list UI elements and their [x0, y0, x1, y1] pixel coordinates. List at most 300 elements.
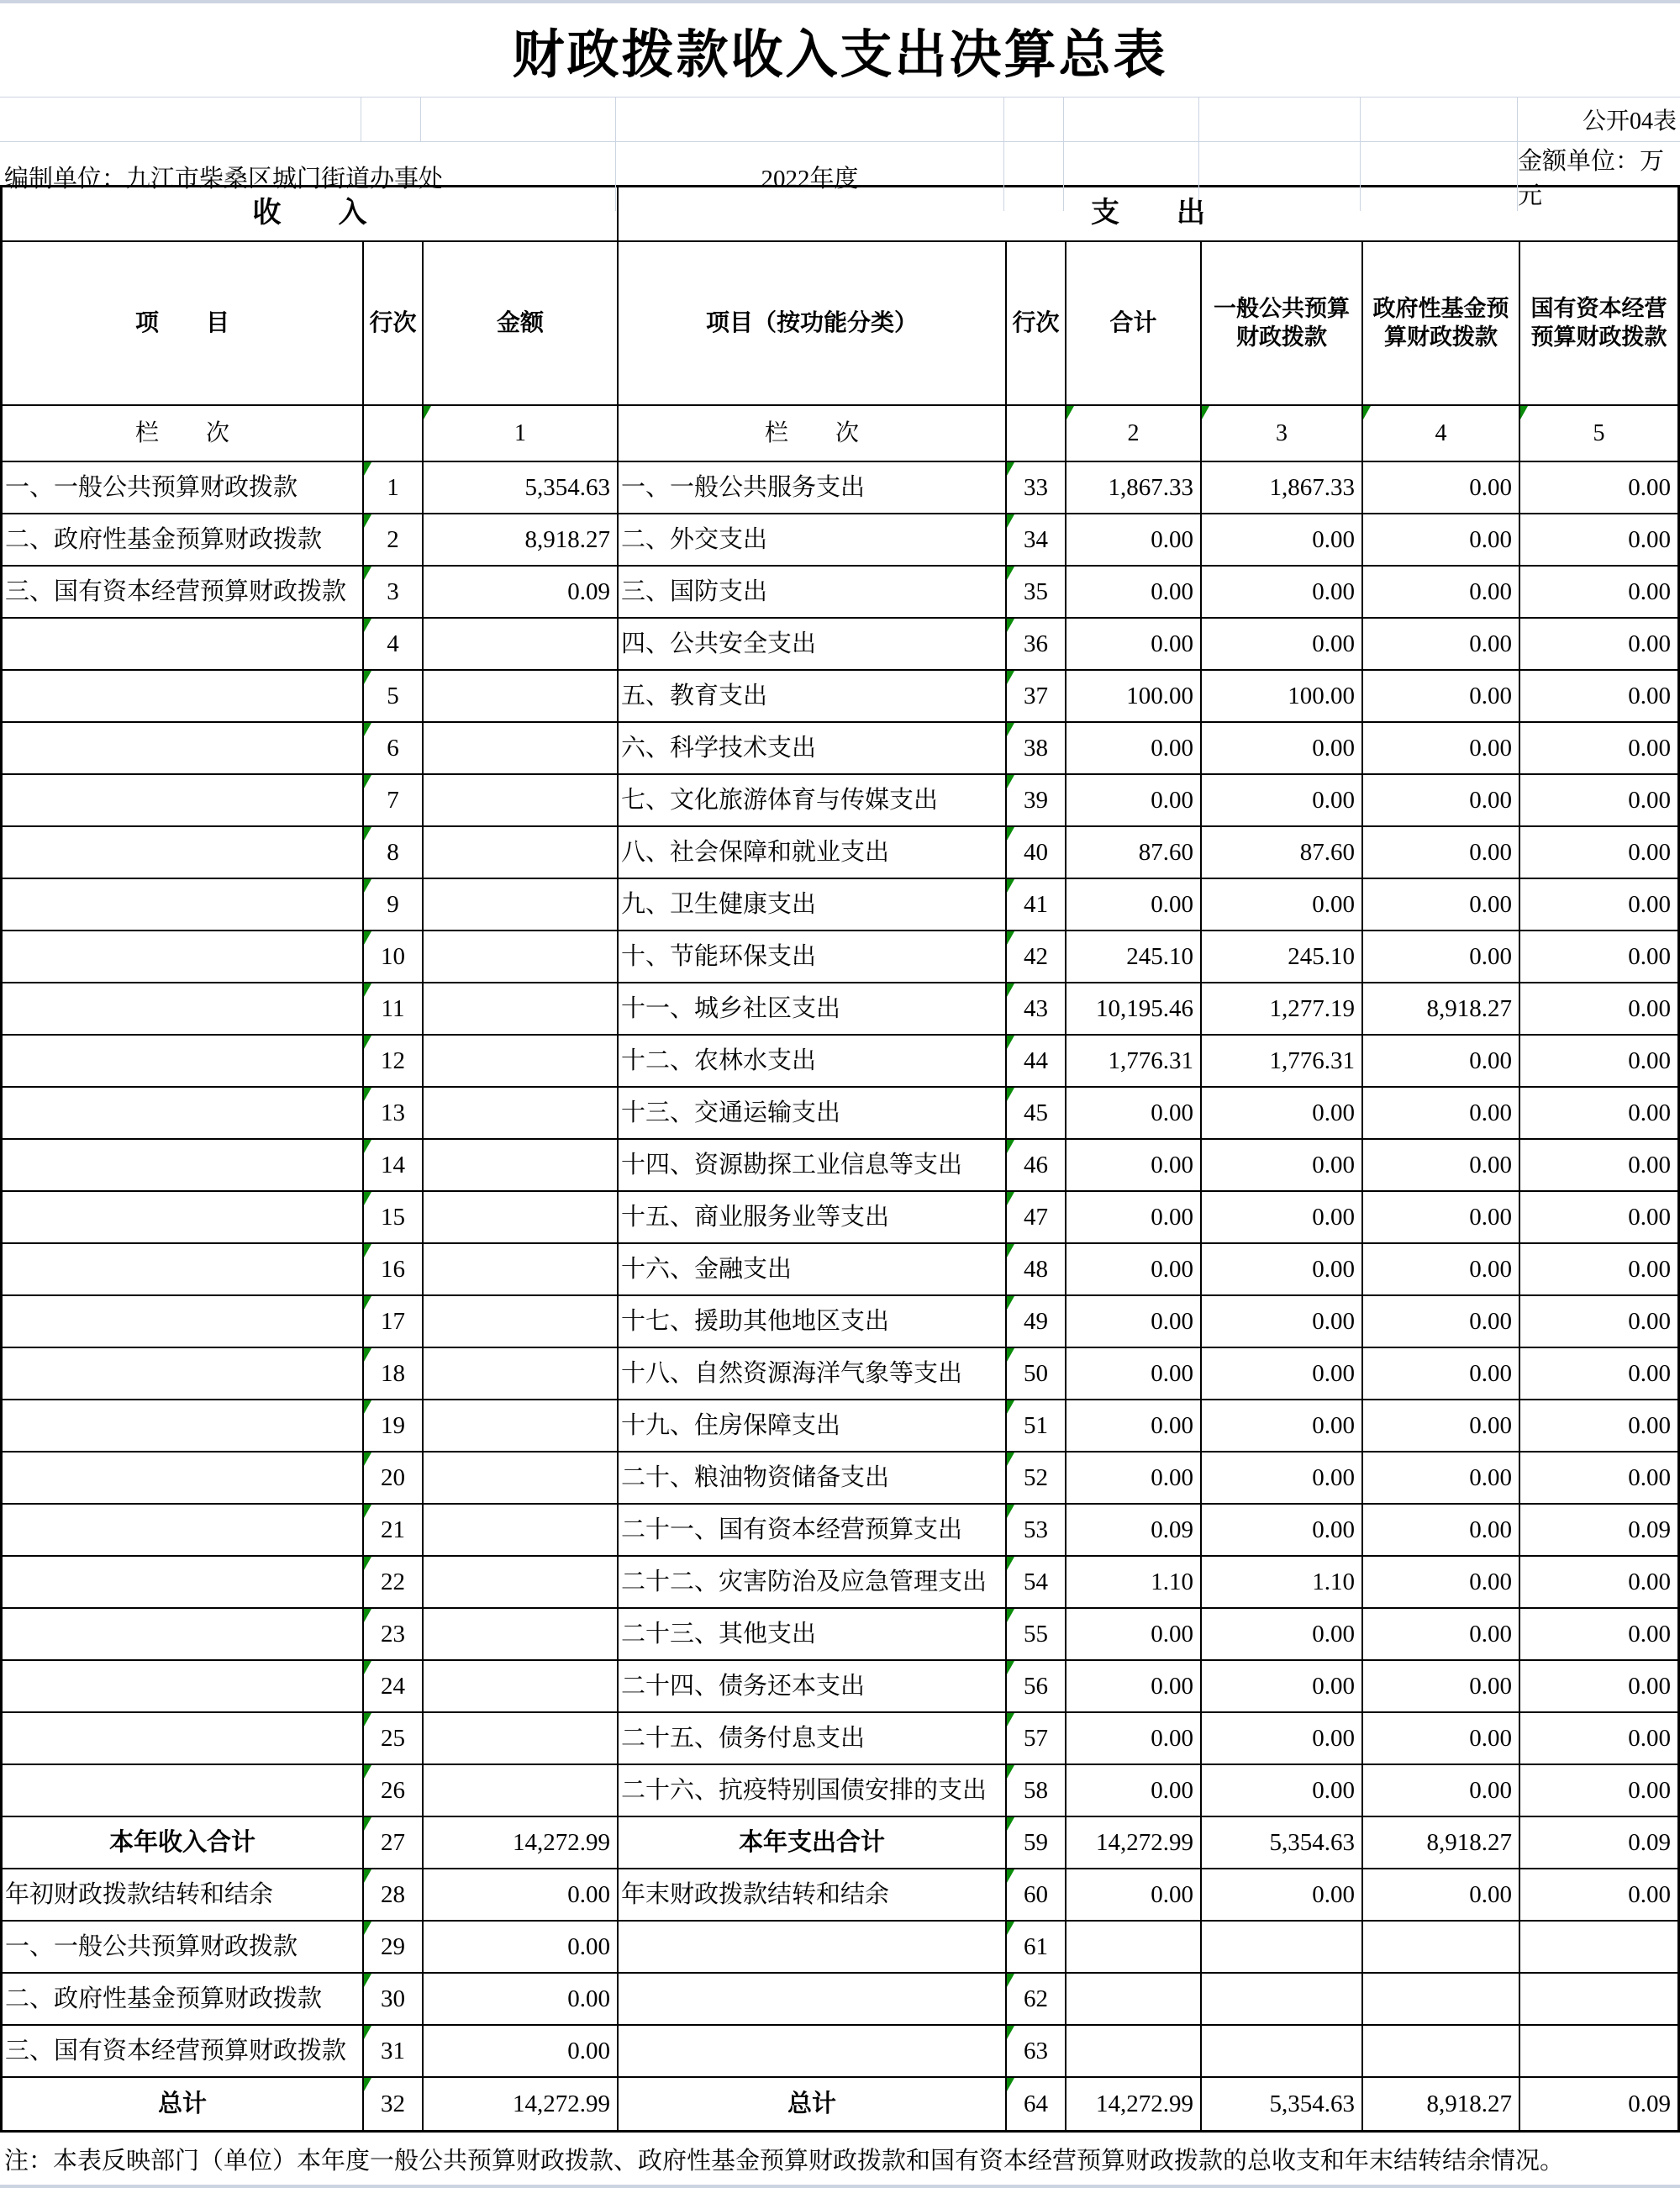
cell-right-item: 十三、交通运输支出 — [619, 1088, 1007, 1140]
cell-right-rowno: 53 — [1007, 1505, 1066, 1557]
cell-right-rowno: 33 — [1007, 462, 1066, 514]
cell-value-general-budget: 0.00 — [1202, 1869, 1363, 1922]
cell-value-gov-fund-budget: 0.00 — [1363, 619, 1520, 671]
cell-left-item — [3, 827, 364, 879]
cell-value-gov-fund-budget: 0.00 — [1363, 1869, 1520, 1922]
cell-value-gov-fund-budget: 0.00 — [1363, 1088, 1520, 1140]
cell-value-general-budget: 1,867.33 — [1202, 462, 1363, 514]
cell-left-item — [3, 1713, 364, 1765]
cell-value-state-capital-budget: 0.00 — [1520, 1661, 1677, 1713]
cell-right-rowno: 52 — [1007, 1453, 1066, 1505]
cell-value-general-budget: 0.00 — [1202, 1244, 1363, 1296]
cell-left-item: 一、一般公共预算财政拨款 — [3, 462, 364, 514]
cell-left-rowno: 14 — [364, 1140, 424, 1192]
cell-left-rowno: 21 — [364, 1505, 424, 1557]
lanci-col-5: 5 — [1520, 406, 1677, 462]
cell-value-total: 0.00 — [1066, 619, 1202, 671]
cell-value-state-capital-budget: 0.00 — [1520, 1400, 1677, 1453]
cell-value-gov-fund-budget — [1363, 1922, 1520, 1974]
cell-right-item: 十二、农林水支出 — [619, 1036, 1007, 1088]
cell-value-total: 0.00 — [1066, 567, 1202, 619]
cell-value-gov-fund-budget: 0.00 — [1363, 1348, 1520, 1400]
cell-left-item: 二、政府性基金预算财政拨款 — [3, 1974, 364, 2026]
cell-left-rowno: 31 — [364, 2026, 424, 2078]
cell-value-general-budget — [1202, 2026, 1363, 2078]
cell-left-amount: 0.00 — [424, 2026, 619, 2078]
cell-value-general-budget: 0.00 — [1202, 1192, 1363, 1244]
cell-left-amount — [424, 931, 619, 983]
cell-left-rowno: 24 — [364, 1661, 424, 1713]
cell-value-state-capital-budget: 0.00 — [1520, 1036, 1677, 1088]
cell-left-item: 年初财政拨款结转和结余 — [3, 1869, 364, 1922]
cell-left-amount: 8,918.27 — [424, 514, 619, 567]
cell-value-total: 0.00 — [1066, 1192, 1202, 1244]
cell-value-gov-fund-budget: 0.00 — [1363, 827, 1520, 879]
cell-left-rowno: 7 — [364, 775, 424, 827]
cell-value-total: 1,776.31 — [1066, 1036, 1202, 1088]
cell-right-rowno: 48 — [1007, 1244, 1066, 1296]
cell-value-total: 0.00 — [1066, 1400, 1202, 1453]
cell-value-general-budget: 0.00 — [1202, 567, 1363, 619]
cell-left-rowno: 27 — [364, 1817, 424, 1869]
cell-right-item: 二十一、国有资本经营预算支出 — [619, 1505, 1007, 1557]
cell-left-amount — [424, 1557, 619, 1609]
cell-value-general-budget: 0.00 — [1202, 1661, 1363, 1713]
cell-left-item: 三、国有资本经营预算财政拨款 — [3, 2026, 364, 2078]
cell-right-item: 十九、住房保障支出 — [619, 1400, 1007, 1453]
cell-value-gov-fund-budget: 0.00 — [1363, 671, 1520, 723]
cell-right-rowno: 45 — [1007, 1088, 1066, 1140]
cell-value-total: 0.00 — [1066, 775, 1202, 827]
cell-left-rowno: 9 — [364, 879, 424, 931]
cell-left-amount — [424, 1088, 619, 1140]
cell-value-state-capital-budget: 0.00 — [1520, 1557, 1677, 1609]
cell-right-rowno: 39 — [1007, 775, 1066, 827]
cell-value-general-budget: 0.00 — [1202, 723, 1363, 775]
cell-value-gov-fund-budget: 0.00 — [1363, 1661, 1520, 1713]
cell-left-rowno: 17 — [364, 1296, 424, 1348]
cell-right-item: 十四、资源勘探工业信息等支出 — [619, 1140, 1007, 1192]
cell-left-item: 三、国有资本经营预算财政拨款 — [3, 567, 364, 619]
cell-right-item: 二十五、债务付息支出 — [619, 1713, 1007, 1765]
meta-empty-cell — [1004, 98, 1064, 141]
cell-right-item — [619, 1974, 1007, 2026]
lanci-empty — [1007, 406, 1066, 462]
cell-value-gov-fund-budget: 0.00 — [1363, 1765, 1520, 1817]
cell-left-amount — [424, 1765, 619, 1817]
cell-value-general-budget: 0.00 — [1202, 514, 1363, 567]
cell-value-total: 0.00 — [1066, 879, 1202, 931]
cell-left-rowno: 10 — [364, 931, 424, 983]
cell-left-item — [3, 983, 364, 1036]
cell-value-gov-fund-budget: 0.00 — [1363, 723, 1520, 775]
cell-value-total: 0.00 — [1066, 1244, 1202, 1296]
cell-left-item: 总计 — [3, 2078, 364, 2130]
meta-empty-cell — [361, 98, 421, 141]
cell-right-rowno: 59 — [1007, 1817, 1066, 1869]
cell-right-rowno: 38 — [1007, 723, 1066, 775]
col-header-gov-fund-budget: 政府性基金预算财政拨款 — [1363, 242, 1520, 406]
cell-left-amount — [424, 1609, 619, 1661]
cell-right-rowno: 41 — [1007, 879, 1066, 931]
cell-left-rowno: 5 — [364, 671, 424, 723]
lanci-empty — [364, 406, 424, 462]
cell-value-gov-fund-budget — [1363, 2026, 1520, 2078]
cell-right-rowno: 43 — [1007, 983, 1066, 1036]
cell-left-amount — [424, 723, 619, 775]
cell-left-amount — [424, 1505, 619, 1557]
cell-left-amount — [424, 1400, 619, 1453]
cell-left-amount — [424, 1661, 619, 1713]
cell-value-state-capital-budget: 0.00 — [1520, 1140, 1677, 1192]
cell-value-gov-fund-budget: 0.00 — [1363, 514, 1520, 567]
cell-value-total: 0.00 — [1066, 723, 1202, 775]
page-title: 财政拨款收入支出决算总表 — [512, 27, 1168, 84]
cell-value-state-capital-budget: 0.00 — [1520, 567, 1677, 619]
col-header-item-by-function: 项目（按功能分类） — [619, 242, 1007, 406]
section-expense-header: 支 出 — [619, 187, 1677, 242]
cell-value-state-capital-budget: 0.09 — [1520, 1505, 1677, 1557]
cell-right-item — [619, 1922, 1007, 1974]
cell-left-amount — [424, 1192, 619, 1244]
cell-value-gov-fund-budget: 0.00 — [1363, 1140, 1520, 1192]
cell-left-rowno: 13 — [364, 1088, 424, 1140]
cell-left-rowno: 20 — [364, 1453, 424, 1505]
meta-empty-cell — [1064, 98, 1199, 141]
meta-row — [0, 142, 1680, 209]
cell-value-total: 0.00 — [1066, 1140, 1202, 1192]
amount-unit-label: 金额单位：万元 — [1518, 148, 1665, 209]
cell-right-rowno: 54 — [1007, 1557, 1066, 1609]
cell-left-rowno: 29 — [364, 1922, 424, 1974]
cell-right-rowno: 35 — [1007, 567, 1066, 619]
cell-value-gov-fund-budget: 0.00 — [1363, 1609, 1520, 1661]
cell-left-amount — [424, 1140, 619, 1192]
cell-value-total: 1.10 — [1066, 1557, 1202, 1609]
cell-value-state-capital-budget: 0.00 — [1520, 514, 1677, 567]
cell-left-item — [3, 1765, 364, 1817]
cell-right-item: 十八、自然资源海洋气象等支出 — [619, 1348, 1007, 1400]
cell-left-amount — [424, 879, 619, 931]
section-income-header: 收 入 — [3, 187, 619, 242]
cell-right-rowno: 42 — [1007, 931, 1066, 983]
cell-value-state-capital-budget: 0.00 — [1520, 1453, 1677, 1505]
cell-value-total: 0.00 — [1066, 1713, 1202, 1765]
cell-right-rowno: 34 — [1007, 514, 1066, 567]
cell-value-general-budget: 0.00 — [1202, 1453, 1363, 1505]
cell-value-gov-fund-budget: 8,918.27 — [1363, 1817, 1520, 1869]
cell-left-rowno: 25 — [364, 1713, 424, 1765]
cell-left-item — [3, 931, 364, 983]
cell-value-general-budget: 1,776.31 — [1202, 1036, 1363, 1088]
cell-right-item: 总计 — [619, 2078, 1007, 2130]
footnote: 注：本表反映部门（单位）本年度一般公共预算财政拨款、政府性基金预算财政拨款和国有资本经营预算财政拨款的总收支和年末结转结余情况。 — [4, 2147, 1565, 2175]
cell-right-rowno: 62 — [1007, 1974, 1066, 2026]
cell-value-gov-fund-budget: 0.00 — [1363, 1557, 1520, 1609]
cell-value-total: 14,272.99 — [1066, 1817, 1202, 1869]
cell-value-general-budget: 245.10 — [1202, 931, 1363, 983]
cell-left-rowno: 26 — [364, 1765, 424, 1817]
cell-value-total: 1,867.33 — [1066, 462, 1202, 514]
cell-right-item: 本年支出合计 — [619, 1817, 1007, 1869]
cell-right-item: 七、文化旅游体育与传媒支出 — [619, 775, 1007, 827]
cell-right-item: 九、卫生健康支出 — [619, 879, 1007, 931]
cell-value-general-budget: 0.00 — [1202, 1400, 1363, 1453]
cell-value-general-budget: 0.00 — [1202, 879, 1363, 931]
cell-left-rowno: 16 — [364, 1244, 424, 1296]
cell-value-state-capital-budget: 0.09 — [1628, 2090, 1671, 2117]
cell-value-state-capital-budget — [1520, 2026, 1677, 2078]
cell-value-gov-fund-budget: 0.00 — [1363, 1296, 1520, 1348]
cell-value-general-budget: 0.00 — [1202, 1296, 1363, 1348]
cell-left-amount — [424, 1244, 619, 1296]
cell-right-rowno: 47 — [1007, 1192, 1066, 1244]
cell-left-item — [3, 1661, 364, 1713]
cell-value-general-budget: 0.00 — [1202, 1140, 1363, 1192]
cell-left-item — [3, 1400, 364, 1453]
cell-right-item: 年末财政拨款结转和结余 — [619, 1869, 1007, 1922]
cell-left-rowno: 28 — [364, 1869, 424, 1922]
cell-value-total: 0.00 — [1066, 1765, 1202, 1817]
cell-right-item: 四、公共安全支出 — [619, 619, 1007, 671]
cell-left-item — [3, 1036, 364, 1088]
cell-right-rowno: 50 — [1007, 1348, 1066, 1400]
cell-value-state-capital-budget: 0.00 — [1520, 1869, 1677, 1922]
cell-right-rowno: 58 — [1007, 1765, 1066, 1817]
cell-left-rowno: 6 — [364, 723, 424, 775]
cell-left-item — [3, 775, 364, 827]
cell-value-total: 0.00 — [1066, 1088, 1202, 1140]
cell-value-gov-fund-budget: 0.00 — [1363, 1505, 1520, 1557]
cell-right-rowno: 55 — [1007, 1609, 1066, 1661]
cell-left-rowno: 4 — [364, 619, 424, 671]
cell-left-amount — [424, 1713, 619, 1765]
cell-right-rowno: 61 — [1007, 1922, 1066, 1974]
cell-left-item — [3, 1088, 364, 1140]
cell-right-rowno: 46 — [1007, 1140, 1066, 1192]
meta-empty-cell — [0, 98, 361, 141]
cell-left-amount — [424, 1453, 619, 1505]
cell-left-amount — [424, 619, 619, 671]
cell-right-item: 八、社会保障和就业支出 — [619, 827, 1007, 879]
cell-left-amount: 0.00 — [424, 1869, 619, 1922]
cell-left-amount: 14,272.99 — [424, 2078, 619, 2130]
cell-value-state-capital-budget: 0.00 — [1520, 1609, 1677, 1661]
cell-value-total: 100.00 — [1066, 671, 1202, 723]
cell-right-rowno: 49 — [1007, 1296, 1066, 1348]
cell-left-rowno: 1 — [364, 462, 424, 514]
cell-value-total: 0.00 — [1066, 514, 1202, 567]
cell-left-amount — [424, 1348, 619, 1400]
meta-empty-cell — [421, 98, 616, 141]
cell-value-total: 0.00 — [1066, 1869, 1202, 1922]
cell-right-item: 六、科学技术支出 — [619, 723, 1007, 775]
bottom-edge-strip — [0, 2185, 1680, 2188]
cell-right-item: 十五、商业服务业等支出 — [619, 1192, 1007, 1244]
cell-value-gov-fund-budget: 0.00 — [1363, 1713, 1520, 1765]
cell-left-rowno: 11 — [364, 983, 424, 1036]
lanci-label: 栏 次 — [3, 406, 364, 462]
cell-left-amount: 5,354.63 — [424, 462, 619, 514]
cell-value-gov-fund-budget: 0.00 — [1363, 775, 1520, 827]
cell-value-gov-fund-budget: 8,918.27 — [1363, 983, 1520, 1036]
cell-value-general-budget: 0.00 — [1202, 619, 1363, 671]
cell-value-total — [1066, 1922, 1202, 1974]
col-header-item: 项 目 — [3, 242, 364, 406]
lanci-col-4: 4 — [1363, 406, 1520, 462]
cell-left-rowno: 2 — [364, 514, 424, 567]
cell-value-state-capital-budget: 0.00 — [1520, 827, 1677, 879]
cell-value-total: 0.00 — [1066, 1296, 1202, 1348]
cell-value-total: 0.00 — [1066, 1453, 1202, 1505]
cell-left-item — [3, 1244, 364, 1296]
cell-left-item — [3, 1296, 364, 1348]
cell-value-state-capital-budget: 0.00 — [1520, 1348, 1677, 1400]
cell-left-item: 二、政府性基金预算财政拨款 — [3, 514, 364, 567]
cell-right-item: 十七、援助其他地区支出 — [619, 1296, 1007, 1348]
cell-right-item: 十六、金融支出 — [619, 1244, 1007, 1296]
cell-value-gov-fund-budget: 0.00 — [1363, 1192, 1520, 1244]
cell-value-gov-fund-budget: 0.00 — [1363, 879, 1520, 931]
cell-value-general-budget: 0.00 — [1202, 1348, 1363, 1400]
cell-right-item: 二十三、其他支出 — [619, 1609, 1007, 1661]
cell-value-general-budget: 1,277.19 — [1202, 983, 1363, 1036]
cell-value-total — [1066, 1974, 1202, 2026]
cell-left-amount — [424, 1296, 619, 1348]
cell-right-item: 五、教育支出 — [619, 671, 1007, 723]
cell-left-amount — [424, 983, 619, 1036]
col-header-state-capital-budget: 国有资本经营预算财政拨款 — [1520, 242, 1677, 406]
cell-value-general-budget: 0.00 — [1202, 1713, 1363, 1765]
cell-value-general-budget — [1202, 1974, 1363, 2026]
cell-right-item — [619, 2026, 1007, 2078]
cell-right-rowno: 40 — [1007, 827, 1066, 879]
cell-value-state-capital-budget: 0.00 — [1520, 775, 1677, 827]
cell-left-item — [3, 1348, 364, 1400]
fiscal-year-label: 2022年度 — [616, 142, 1004, 211]
cell-left-amount — [424, 671, 619, 723]
cell-value-general-budget: 100.00 — [1202, 671, 1363, 723]
prepared-by-label: 编制单位：九江市柴桑区城门街道办事处 — [0, 142, 616, 211]
cell-value-state-capital-budget: 0.00 — [1520, 1244, 1677, 1296]
cell-value-total: 245.10 — [1066, 931, 1202, 983]
cell-left-amount — [424, 1036, 619, 1088]
cell-value-general-budget: 5,354.63 — [1202, 2078, 1363, 2130]
cell-left-rowno: 32 — [364, 2078, 424, 2130]
cell-value-general-budget: 0.00 — [1202, 1505, 1363, 1557]
cell-value-total: 10,195.46 — [1066, 983, 1202, 1036]
cell-value-general-budget — [1202, 1922, 1363, 1974]
cell-value-state-capital-budget — [1520, 1922, 1677, 1974]
cell-left-item — [3, 1140, 364, 1192]
lanci-col-2: 2 — [1066, 406, 1202, 462]
cell-value-state-capital-budget: 0.00 — [1520, 1765, 1677, 1817]
cell-value-gov-fund-budget: 0.00 — [1363, 1453, 1520, 1505]
meta-empty-cell — [1199, 98, 1361, 141]
cell-left-item — [3, 671, 364, 723]
doc-code-label: 公开04表 — [1582, 108, 1677, 134]
cell-left-item: 一、一般公共预算财政拨款 — [3, 1922, 364, 1974]
col-header-rowno: 行次 — [364, 242, 424, 406]
cell-value-state-capital-budget: 0.00 — [1520, 1713, 1677, 1765]
cell-value-gov-fund-budget: 0.00 — [1363, 462, 1520, 514]
cell-right-rowno: 36 — [1007, 619, 1066, 671]
cell-value-state-capital-budget: 0.00 — [1520, 983, 1677, 1036]
cell-right-item: 十、节能环保支出 — [619, 931, 1007, 983]
cell-value-total: 0.09 — [1066, 1505, 1202, 1557]
cell-value-state-capital-budget: 0.00 — [1520, 1296, 1677, 1348]
col-header-rowno: 行次 — [1007, 242, 1066, 406]
cell-left-item: 本年收入合计 — [3, 1817, 364, 1869]
cell-right-rowno: 56 — [1007, 1661, 1066, 1713]
cell-value-general-budget: 0.00 — [1202, 775, 1363, 827]
cell-left-item — [3, 1557, 364, 1609]
cell-left-rowno: 22 — [364, 1557, 424, 1609]
cell-right-rowno: 51 — [1007, 1400, 1066, 1453]
cell-left-item — [3, 1505, 364, 1557]
cell-left-rowno: 15 — [364, 1192, 424, 1244]
cell-left-rowno: 3 — [364, 567, 424, 619]
cell-value-state-capital-budget: 0.00 — [1520, 879, 1677, 931]
col-header-general-budget: 一般公共预算财政拨款 — [1202, 242, 1363, 406]
cell-value-general-budget: 5,354.63 — [1202, 1817, 1363, 1869]
cell-value-state-capital-budget — [1520, 1974, 1677, 2026]
cell-value-gov-fund-budget — [1363, 1974, 1520, 2026]
cell-right-item: 二十六、抗疫特别国债安排的支出 — [619, 1765, 1007, 1817]
cell-value-general-budget: 87.60 — [1202, 827, 1363, 879]
budget-table — [0, 185, 1680, 2133]
title-row — [0, 3, 1680, 97]
cell-right-rowno: 57 — [1007, 1713, 1066, 1765]
meta-empty-cell — [1361, 98, 1518, 141]
cell-value-state-capital-budget: 0.00 — [1520, 619, 1677, 671]
cell-left-rowno: 12 — [364, 1036, 424, 1088]
col-header-total: 合计 — [1066, 242, 1202, 406]
cell-left-amount — [424, 827, 619, 879]
cell-value-state-capital-budget: 0.00 — [1520, 462, 1677, 514]
cell-value-gov-fund-budget: 0.00 — [1363, 1036, 1520, 1088]
lanci-label: 栏 次 — [619, 406, 1007, 462]
cell-left-item — [3, 1192, 364, 1244]
cell-value-general-budget: 0.00 — [1202, 1609, 1363, 1661]
cell-right-item: 二、外交支出 — [619, 514, 1007, 567]
cell-left-amount: 14,272.99 — [424, 1817, 619, 1869]
cell-left-item — [3, 879, 364, 931]
cell-left-item — [3, 723, 364, 775]
cell-left-rowno: 30 — [364, 1974, 424, 2026]
cell-right-rowno: 64 — [1007, 2078, 1066, 2130]
cell-value-general-budget: 0.00 — [1202, 1088, 1363, 1140]
cell-right-rowno: 63 — [1007, 2026, 1066, 2078]
cell-value-total: 0.00 — [1066, 1348, 1202, 1400]
cell-value-total: 0.00 — [1066, 1609, 1202, 1661]
cell-left-rowno: 19 — [364, 1400, 424, 1453]
cell-value-total: 87.60 — [1066, 827, 1202, 879]
cell-value-gov-fund-budget: 0.00 — [1363, 1400, 1520, 1453]
cell-value-state-capital-budget: 0.00 — [1520, 723, 1677, 775]
lanci-col-3: 3 — [1202, 406, 1363, 462]
cell-value-gov-fund-budget: 0.00 — [1363, 1244, 1520, 1296]
cell-left-rowno: 8 — [364, 827, 424, 879]
cell-right-item: 二十二、灾害防治及应急管理支出 — [619, 1557, 1007, 1609]
cell-right-rowno: 37 — [1007, 671, 1066, 723]
cell-value-total: 0.00 — [1066, 1661, 1202, 1713]
cell-right-rowno: 60 — [1007, 1869, 1066, 1922]
cell-value-general-budget: 1.10 — [1202, 1557, 1363, 1609]
cell-right-item: 二十、粮油物资储备支出 — [619, 1453, 1007, 1505]
cell-value-gov-fund-budget: 0.00 — [1363, 931, 1520, 983]
cell-left-item — [3, 1453, 364, 1505]
